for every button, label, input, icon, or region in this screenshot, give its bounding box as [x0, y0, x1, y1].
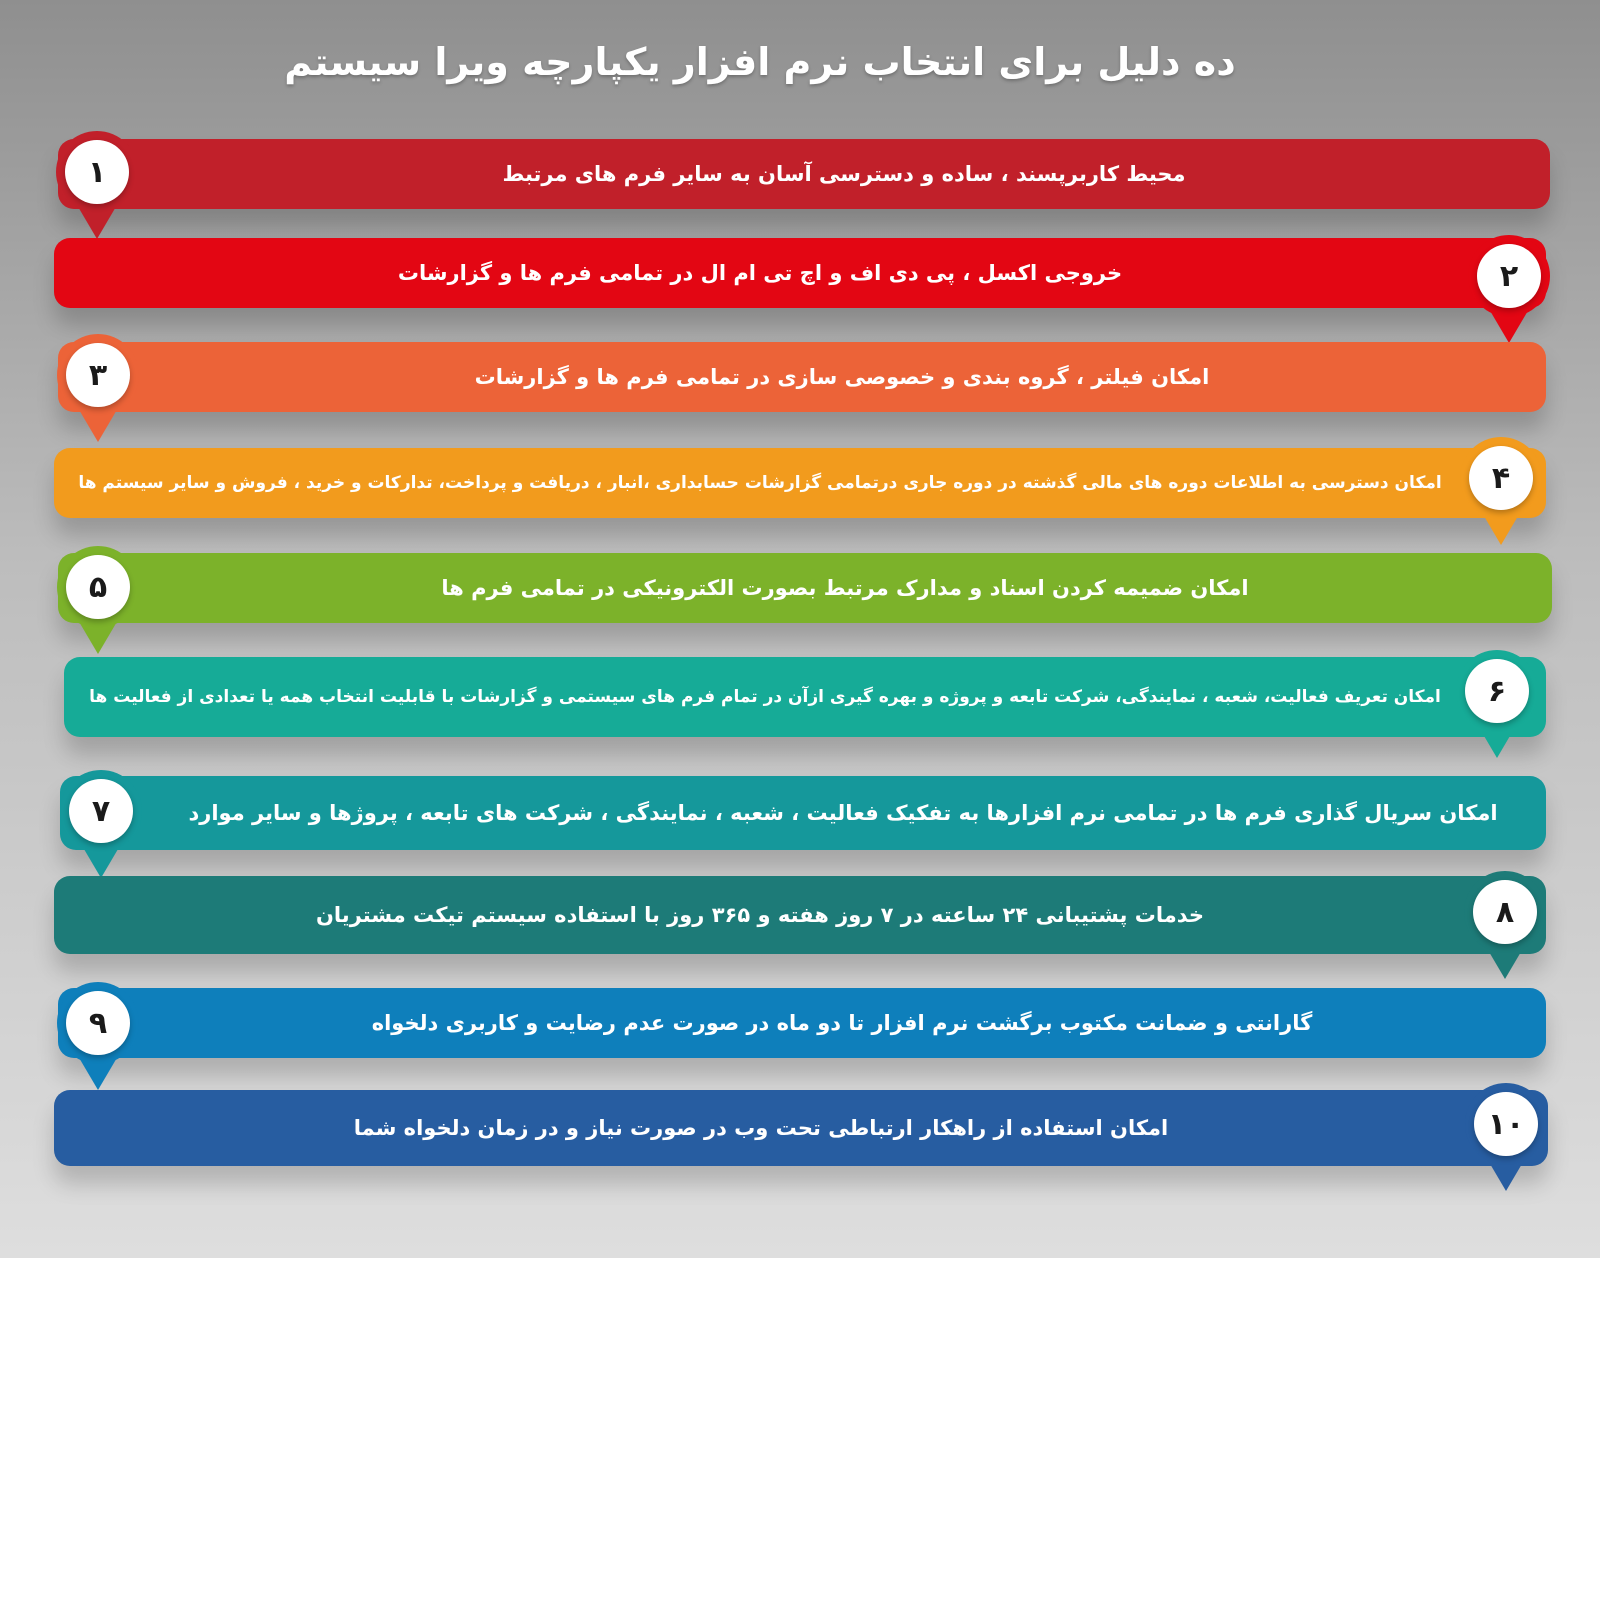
reason-number: ۲	[1477, 244, 1541, 308]
reason-bar	[54, 448, 1546, 518]
reason-number: ۸	[1473, 880, 1537, 944]
reason-text: خروجی اکسل ، پی دی اف و اچ تی ام ال در تمامی فرم ها و گزارشات	[397, 261, 1123, 285]
reason-text: امکان فیلتر ، گروه بندی و خصوصی سازی در تمامی فرم ها و گزارشات	[474, 365, 1210, 389]
reason-bar	[54, 238, 1546, 308]
reason-number: ۷	[69, 779, 133, 843]
number-marker-icon	[57, 334, 139, 416]
number-marker-icon	[1468, 235, 1550, 317]
reason-text: امکان ضمیمه کردن اسناد و مدارک مرتبط بصورت الکترونیکی در تمامی فرم ها	[441, 576, 1249, 600]
number-marker-icon	[1465, 1083, 1547, 1165]
number-marker-icon	[57, 982, 139, 1064]
number-marker-icon	[60, 770, 142, 852]
reason-number: ۴	[1469, 446, 1533, 510]
reason-bar	[58, 988, 1546, 1058]
reason-number: ۳	[66, 343, 130, 407]
reason-bar	[64, 657, 1546, 737]
marker-tip	[1489, 309, 1529, 343]
reason-text: گارانتی و ضمانت مکتوب برگشت نرم افزار تا دو ماه در صورت عدم رضایت و کاربری دلخواه	[371, 1011, 1313, 1035]
reason-number: ۶	[1465, 659, 1529, 723]
reason-bar	[58, 553, 1552, 623]
marker-tip	[81, 844, 121, 878]
marker-tip	[77, 205, 117, 239]
reason-number: ۱	[65, 140, 129, 204]
number-marker-icon	[1460, 437, 1542, 519]
marker-tip	[1481, 511, 1521, 545]
reason-bar	[58, 139, 1550, 209]
reason-bar	[60, 776, 1546, 850]
reason-number: ۱۰	[1474, 1092, 1538, 1156]
number-marker-icon	[1456, 650, 1538, 732]
reason-number: ۵	[66, 555, 130, 619]
page-title: ده دلیل برای انتخاب نرم افزار یکپارچه ویرا سیستم	[284, 40, 1236, 84]
marker-tip	[78, 620, 118, 654]
reason-text: خدمات پشتیبانی ۲۴ ساعته در ۷ روز هفته و ۳۶۵ روز با استفاده سیستم تیکت مشتریان	[316, 903, 1205, 927]
reason-bar	[58, 342, 1546, 412]
number-marker-icon	[57, 546, 139, 628]
marker-tip	[78, 408, 118, 442]
marker-tip	[1477, 724, 1517, 758]
number-marker-icon	[1464, 871, 1546, 953]
number-marker-icon	[56, 131, 138, 213]
marker-tip	[78, 1056, 118, 1090]
reason-text: امکان تعریف فعالیت، شعبه ، نمایندگی، شرکت تابعه و پروژه و بهره گیری ازآن در تمام فرم های سیستمی و گزارشات با قابلیت انتخاب همه یا تعدادی از فعالیت ها	[89, 687, 1441, 707]
reason-text: محیط کاربرپسند ، ساده و دسترسی آسان به سایر فرم های مرتبط	[502, 162, 1186, 186]
marker-tip	[1485, 945, 1525, 979]
reason-bar	[54, 876, 1546, 954]
reason-bar	[54, 1090, 1548, 1166]
reason-text: امکان سریال گذاری فرم ها در تمامی نرم افزارها به تفکیک فعالیت ، شعبه ، نمایندگی ، شرکت های تابعه ، پروژها و سایر موارد	[188, 801, 1498, 825]
marker-tip	[1486, 1157, 1526, 1191]
reason-number: ۹	[66, 991, 130, 1055]
reason-text: امکان استفاده از راهکار ارتباطی تحت وب در صورت نیاز و در زمان دلخواه شما	[353, 1116, 1169, 1140]
reason-text: امکان دسترسی به اطلاعات دوره های مالی گذشته در دوره جاری درتمامی گزارشات حسابداری ،انبار ، دریافت و پرداخت، تدارکات و خرید ، فروش و سایر سیستم ها	[78, 473, 1442, 493]
